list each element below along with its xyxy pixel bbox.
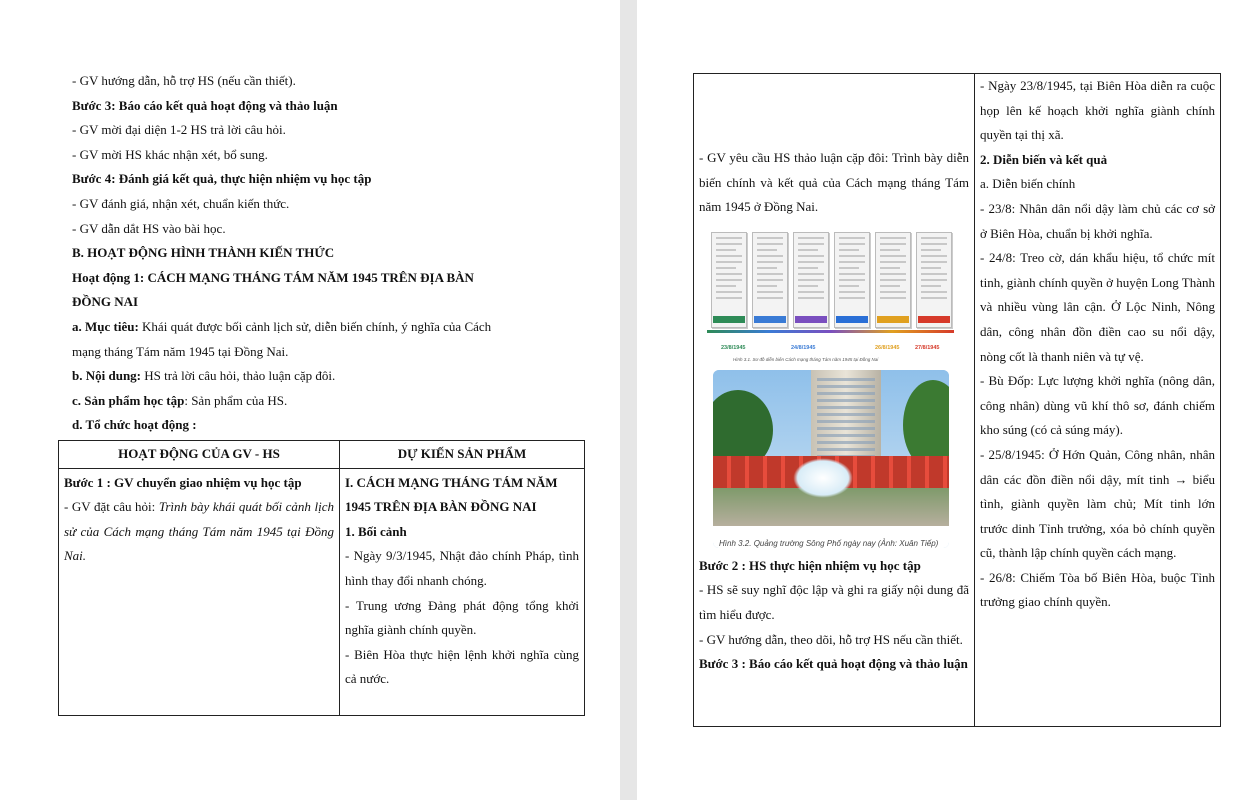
timeline-tag	[836, 316, 868, 323]
header-expected-product: DỰ KIẾN SẢN PHẨM	[340, 441, 585, 469]
body-line	[72, 364, 552, 389]
question-text: Trình bày khái quát bối cảnh lịch sử của Cách mạng tháng Tám năm 1945 tại Đồng Nai.	[64, 499, 334, 564]
timeline-tag	[795, 316, 827, 323]
activity-table-2	[693, 73, 1221, 727]
body-line	[72, 389, 552, 414]
header-teacher-student: HOẠT ĐỘNG CỦA GV - HS	[59, 441, 340, 469]
body-line	[72, 69, 552, 94]
timeline-date: 27/8/1945	[915, 344, 940, 351]
song-pho-square-photo	[713, 370, 949, 548]
cell-product	[340, 468, 585, 715]
cell-activity	[59, 468, 340, 715]
text-run: - GV hướng dẫn, hỗ trợ HS (nếu cần thiết).	[72, 73, 296, 88]
body-line	[72, 266, 552, 291]
body-line	[72, 167, 552, 192]
pair-discussion-task: - GV yêu cầu HS thảo luận cặp đôi: Trình bày diễn biến chính và kết quả của Cách mạng tháng Tám năm 1945 ở Đồng Nai.	[699, 150, 969, 215]
text-run: b. Nội dung:	[72, 368, 141, 384]
timeline-bar	[707, 330, 954, 333]
timeline-date: 23/8/1945	[721, 344, 746, 351]
timeline-tag	[877, 316, 909, 323]
timeline-caption: Hình 3.1. Sơ đồ diễn biến Cách mạng tháng Tám năm 1945 tại Đồng Nai	[733, 356, 879, 362]
timeline-date: 24/8/1945	[791, 344, 816, 351]
section-heading: I. CÁCH MẠNG THÁNG TÁM NĂM 1945 TRÊN ĐỊA BÀN ĐỒNG NAI	[345, 474, 558, 515]
timeline-card	[752, 232, 788, 328]
timeline-tag	[754, 316, 786, 323]
event-item: - 23/8: Nhân dân nổi dậy làm chủ các cơ sở ở Biên Hòa, chuẩn bị khởi nghĩa.	[980, 200, 1215, 241]
text-run: mạng tháng Tám năm 1945 tại Đồng Nai.	[72, 343, 289, 359]
step3-title: Bước 3 : Báo cáo kết quả hoạt động và thảo luận	[699, 656, 968, 672]
text-run: Bước 3: Báo cáo kết quả hoạt động và thảo luận	[72, 97, 338, 113]
timeline-card	[834, 232, 870, 328]
event-item: - 24/8: Treo cờ, dán khẩu hiệu, tổ chức mít tinh, giành chính quyền ở huyện Long Thành và nhiều vùng lân cận. Ở Lộc Ninh, Nông dân, công nhân đồn điền cao su nổi dậy, nòng cốt là thanh niên và tự vệ.	[980, 250, 1215, 364]
timeline-date: 26/8/1945	[875, 344, 900, 351]
context-item: - Ngày 9/3/1945, Nhật đảo chính Pháp, tình hình thay đổi nhanh chóng.	[345, 548, 579, 588]
body-line	[72, 217, 552, 242]
body-line	[72, 143, 552, 168]
timeline-card	[916, 232, 952, 328]
text-run: a. Mục tiêu:	[72, 318, 139, 334]
text-run: d. Tổ chức hoạt động :	[72, 417, 197, 433]
fountain-image	[793, 458, 853, 498]
text-run: - GV mời HS khác nhận xét, bổ sung.	[72, 146, 268, 162]
step2-item: - HS sẽ suy nghĩ độc lập và ghi ra giấy nội dung đã tìm hiểu được.	[699, 582, 969, 622]
context-item: - Trung ương Đảng phát động tổng khởi nghĩa giành chính quyền.	[345, 597, 579, 638]
text-run: ĐỒNG NAI	[72, 294, 139, 310]
step1-question: - GV đặt câu hỏi: Trình bày khái quát bối cảnh lịch sử của Cách mạng tháng Tám năm 1945 tại Đồng Nai.	[64, 499, 334, 564]
table-row	[59, 468, 585, 715]
meeting-item: - Ngày 23/8/1945, tại Biên Hòa diễn ra cuộc họp lên kế hoạch khởi nghĩa giành chính quyền tại thị xã.	[980, 78, 1215, 143]
body-line	[72, 413, 552, 438]
text-run: - GV dẫn dắt HS vào bài học.	[72, 220, 226, 236]
step1-title: Bước 1 : GV chuyển giao nhiệm vụ học tập	[64, 474, 302, 490]
event-item: - 25/8/1945: Ở Hớn Quản, Công nhân, nhân dân các đồn điền nổi dậy, mít tinh → biểu tình, giành quyền làm chủ; Mít tinh lớn trước dinh Tỉnh trưởng, xóa bỏ chính quyền cũ, thành lập chính quyền cách mạng.	[980, 446, 1215, 561]
section-heading: 2. Diễn biến và kết quả	[980, 151, 1108, 167]
timeline-tag	[918, 316, 950, 323]
text-run: c. Sản phẩm học tập	[72, 392, 185, 408]
text-run: HS trả lời câu hỏi, thảo luận cặp đôi.	[141, 368, 336, 384]
page1-body-text	[72, 69, 552, 438]
body-line	[72, 315, 552, 340]
cell-activity	[694, 74, 975, 727]
body-line	[72, 290, 552, 315]
timeline-tag	[713, 316, 745, 323]
event-item: - Bù Đốp: Lực lượng khởi nghĩa (nông dân, công nhân) dùng vũ khí thô sơ, đánh chiếm kho súng (có cả súng máy).	[980, 373, 1215, 438]
step2-item: - GV hướng dẫn, theo dõi, hỗ trợ HS nếu cần thiết.	[699, 631, 963, 647]
timeline-diagram	[703, 226, 958, 366]
text-run: : Sản phẩm của HS.	[184, 392, 288, 408]
body-line	[72, 241, 552, 266]
activity-table-1	[58, 440, 585, 716]
text-run: Hoạt động 1: CÁCH MẠNG THÁNG TÁM NĂM 1945 TRÊN ĐỊA BÀN	[72, 269, 474, 285]
section-subheading: 1. Bối cảnh	[345, 523, 407, 539]
body-line	[72, 118, 552, 143]
text-run: Bước 4: Đánh giá kết quả, thực hiện nhiệm vụ học tập	[72, 171, 372, 187]
timeline-card	[875, 232, 911, 328]
cell-product	[975, 74, 1221, 727]
text-run: - GV mời đại diện 1-2 HS trả lời câu hỏi.	[72, 122, 286, 138]
text-run: Khái quát được bối cảnh lịch sử, diễn biến chính, ý nghĩa của Cách	[138, 318, 492, 334]
text-run: B. HOẠT ĐỘNG HÌNH THÀNH KIẾN THỨC	[72, 245, 335, 261]
body-line	[72, 94, 552, 119]
body-line	[72, 340, 552, 365]
photo-caption: Hình 3.2. Quảng trường Sông Phố ngày nay (Ảnh: Xuân Tiếp)	[713, 526, 949, 548]
event-item: - 26/8: Chiếm Tòa bố Biên Hòa, buộc Tỉnh trưởng giao chính quyền.	[980, 569, 1215, 610]
step2-title: Bước 2 : HS thực hiện nhiệm vụ học tập	[699, 557, 921, 573]
timeline-card	[711, 232, 747, 328]
timeline-card	[793, 232, 829, 328]
body-line	[72, 192, 552, 217]
context-item: - Biên Hòa thực hiện lệnh khởi nghĩa cùng cả nước.	[345, 646, 579, 687]
text-run: - GV đánh giá, nhận xét, chuẩn kiến thức.	[72, 195, 290, 211]
timeline-figure	[703, 226, 958, 366]
table-header-row	[59, 441, 585, 469]
table-row	[694, 74, 1221, 727]
section-subheading: a. Diễn biến chính	[980, 176, 1076, 192]
